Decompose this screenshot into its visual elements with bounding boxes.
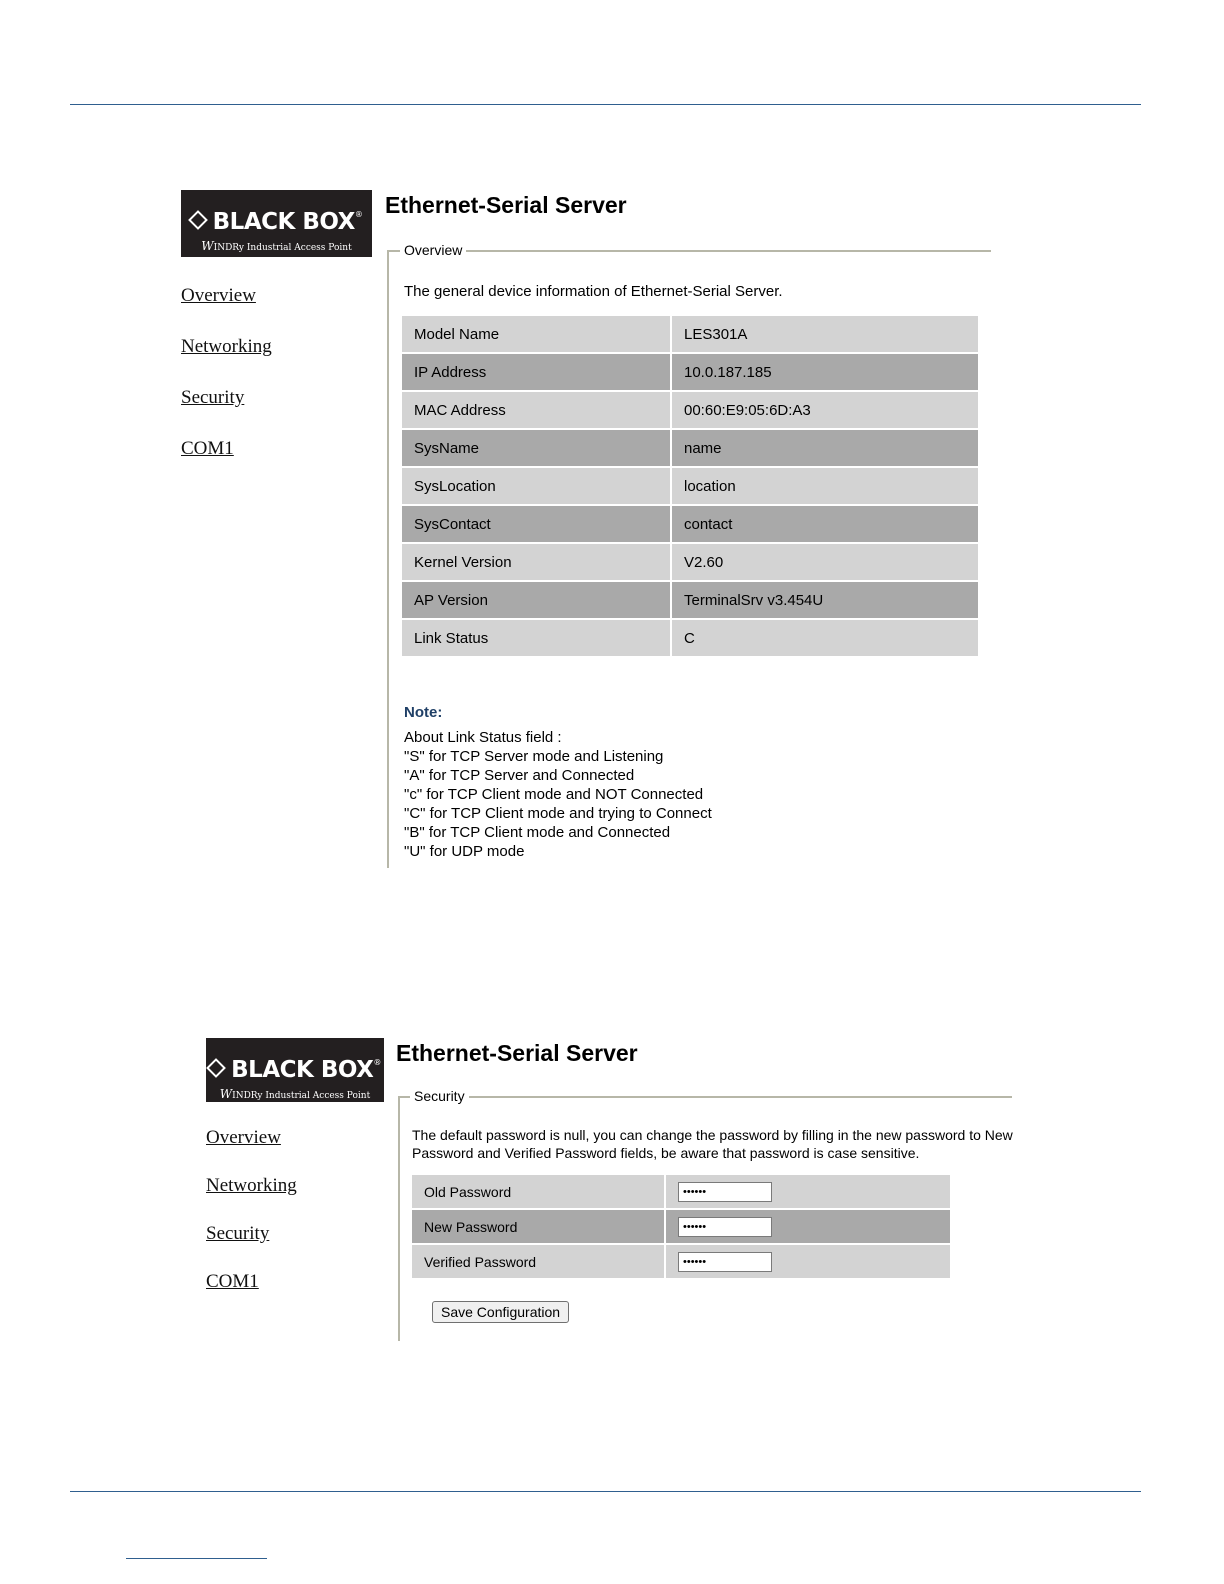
page-title: Ethernet-Serial Server bbox=[396, 1040, 638, 1066]
field-label: Model Name bbox=[401, 315, 671, 353]
header-rule bbox=[70, 104, 1141, 105]
fieldset-legend: Security bbox=[410, 1088, 469, 1104]
footer-rule bbox=[70, 1491, 1141, 1492]
table-row bbox=[401, 619, 979, 657]
note-line: "C" for TCP Client mode and trying to Connect bbox=[404, 805, 712, 822]
field-label: New Password bbox=[411, 1209, 665, 1244]
nav-link-security[interactable]: Security bbox=[181, 387, 245, 408]
note-line: "S" for TCP Server mode and Listening bbox=[404, 748, 664, 765]
sidebar-nav bbox=[206, 1127, 297, 1319]
table-row bbox=[411, 1244, 951, 1279]
verified-password-field[interactable] bbox=[678, 1252, 772, 1272]
section-description: The general device information of Ethernet-Serial Server. bbox=[404, 283, 783, 300]
field-label: AP Version bbox=[401, 581, 671, 619]
black-box-logo: BLACK BOX® WINDRy Industrial Access Point bbox=[206, 1038, 384, 1102]
field-value: V2.60 bbox=[671, 543, 979, 581]
field-value: C bbox=[671, 619, 979, 657]
note-title: Note: bbox=[404, 704, 443, 721]
black-box-logo: BLACK BOX® WINDRy Industrial Access Point bbox=[181, 190, 372, 257]
field-value: name bbox=[671, 429, 979, 467]
nav-link-com1[interactable]: COM1 bbox=[206, 1271, 259, 1292]
field-value: 00:60:E9:05:6D:A3 bbox=[671, 391, 979, 429]
field-label: SysLocation bbox=[401, 467, 671, 505]
logo-diamond-icon bbox=[206, 1058, 226, 1078]
fieldset-legend: Overview bbox=[400, 242, 466, 258]
note-line: "A" for TCP Server and Connected bbox=[404, 767, 635, 784]
table-row bbox=[401, 429, 979, 467]
sidebar-nav bbox=[181, 285, 272, 489]
table-row bbox=[401, 467, 979, 505]
new-password-field[interactable] bbox=[678, 1217, 772, 1237]
nav-link-networking[interactable]: Networking bbox=[206, 1175, 297, 1196]
fieldset-border bbox=[387, 250, 991, 252]
note-list bbox=[404, 728, 712, 861]
note-line: "c" for TCP Client mode and NOT Connected bbox=[404, 786, 704, 803]
logo-diamond-icon bbox=[188, 210, 208, 230]
nav-link-networking[interactable]: Networking bbox=[181, 336, 272, 357]
nav-link-overview[interactable]: Overview bbox=[181, 285, 256, 306]
overview-screenshot bbox=[181, 190, 1001, 870]
nav-link-com1[interactable]: COM1 bbox=[181, 438, 234, 459]
field-label: SysName bbox=[401, 429, 671, 467]
table-row bbox=[401, 543, 979, 581]
password-table bbox=[410, 1173, 952, 1280]
field-label: Link Status bbox=[401, 619, 671, 657]
table-row bbox=[401, 505, 979, 543]
field-label: Old Password bbox=[411, 1174, 665, 1209]
old-password-field[interactable] bbox=[678, 1182, 772, 1202]
field-label: SysContact bbox=[401, 505, 671, 543]
table-row bbox=[411, 1209, 951, 1244]
field-label: Verified Password bbox=[411, 1244, 665, 1279]
nav-link-overview[interactable]: Overview bbox=[206, 1127, 281, 1148]
note-line: About Link Status field : bbox=[404, 729, 562, 746]
section-description: The default password is null, you can change the password by filling in the new password to New Password and Verified Password fields, be aware that password is case sensitive. bbox=[412, 1127, 1013, 1161]
field-value: LES301A bbox=[671, 315, 979, 353]
table-row bbox=[401, 353, 979, 391]
security-screenshot bbox=[206, 1038, 1026, 1348]
field-label: IP Address bbox=[401, 353, 671, 391]
note-line: "U" for UDP mode bbox=[404, 843, 525, 860]
page-title: Ethernet-Serial Server bbox=[385, 192, 627, 218]
table-row bbox=[401, 581, 979, 619]
field-value: contact bbox=[671, 505, 979, 543]
fieldset-border bbox=[387, 250, 389, 868]
note-line: "B" for TCP Client mode and Connected bbox=[404, 824, 671, 841]
table-row bbox=[401, 391, 979, 429]
fieldset-border bbox=[398, 1096, 400, 1341]
table-row bbox=[411, 1174, 951, 1209]
footer-line bbox=[126, 1558, 267, 1559]
table-row bbox=[401, 315, 979, 353]
field-label: Kernel Version bbox=[401, 543, 671, 581]
nav-link-security[interactable]: Security bbox=[206, 1223, 270, 1244]
device-info-table bbox=[400, 314, 980, 658]
field-label: MAC Address bbox=[401, 391, 671, 429]
field-value: TerminalSrv v3.454U bbox=[671, 581, 979, 619]
field-value: 10.0.187.185 bbox=[671, 353, 979, 391]
fieldset-border bbox=[398, 1096, 1012, 1098]
field-value: location bbox=[671, 467, 979, 505]
save-configuration-button[interactable]: Save Configuration bbox=[432, 1301, 569, 1323]
